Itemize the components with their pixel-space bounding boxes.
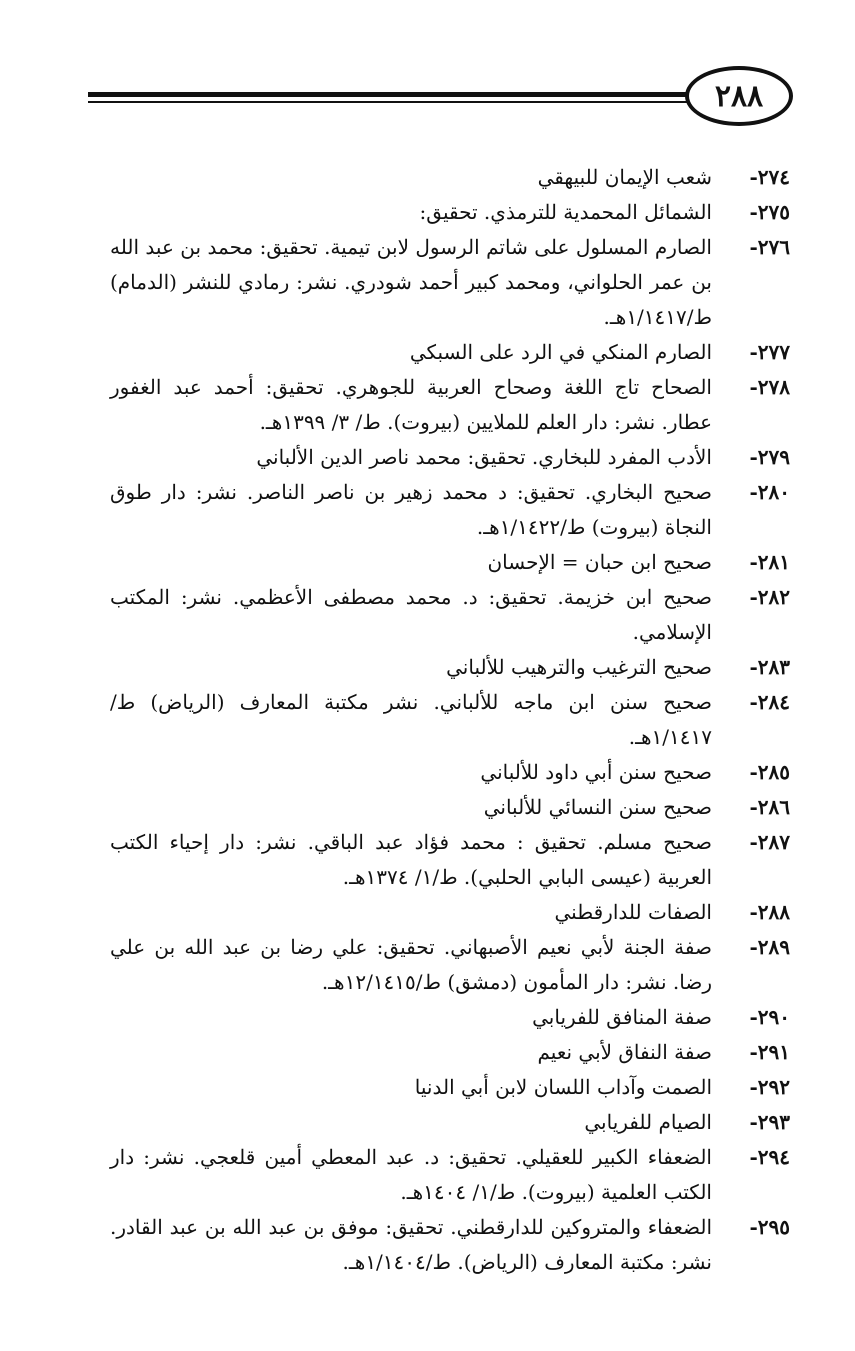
entry-number: ٢٧٥- [749, 200, 790, 224]
entry-text: شعب الإيمان للبيهقي [537, 165, 712, 189]
entry-number: ٢٧٨- [749, 375, 790, 399]
bibliography-entry [110, 1210, 790, 1280]
entry-text: الضعفاء والمتروكين للدارقطني. تحقيق: موفق بن عبد الله بن عبد القادر. نشر: مكتبة المعارف (الرياض). ط/١/١٤٠٤هـ. [110, 1215, 712, 1274]
entry-text: الصحاح تاج اللغة وصحاح العربية للجوهري. تحقيق: أحمد عبد الغفور عطار. نشر: دار العلم للملايين (بيروت). ط/ ٣/ ١٣٩٩هـ. [110, 375, 712, 434]
bibliography-entry [110, 160, 790, 195]
entry-number: ٢٧٦- [749, 235, 790, 259]
entry-text: الصفات للدارقطني [554, 900, 712, 924]
entry-text: الشمائل المحمدية للترمذي. تحقيق: [419, 200, 712, 224]
entry-text: صحيح ابن خزيمة. تحقيق: د. محمد مصطفى الأعظمي. نشر: المكتب الإسلامي. [110, 585, 712, 644]
entry-number: ٢٩٣- [749, 1110, 790, 1134]
entry-text: صفة النفاق لأبي نعيم [537, 1040, 712, 1064]
bibliography-entry [110, 895, 790, 930]
bibliography-entry [110, 195, 790, 230]
bibliography-entry [110, 755, 790, 790]
bibliography-list [110, 160, 790, 1280]
bibliography-entry [110, 335, 790, 370]
entry-text: الصارم المسلول على شاتم الرسول لابن تيمية. تحقيق: محمد بن عبد الله بن عمر الحلواني، ومحمد كبير أحمد شودري. نشر: رمادي للنشر (الدمام) ط/١/١٤١٧هـ. [110, 235, 712, 329]
bibliography-entry [110, 1000, 790, 1035]
entry-text: صحيح سنن أبي داود للألباني [480, 760, 712, 784]
entry-number: ٢٨١- [749, 550, 790, 574]
entry-number: ٢٧٧- [749, 340, 790, 364]
bibliography-entry [110, 650, 790, 685]
bibliography-entry [110, 1035, 790, 1070]
entry-number: ٢٨٥- [749, 760, 790, 784]
entry-number: ٢٧٤- [749, 165, 790, 189]
bibliography-entry [110, 230, 790, 335]
bibliography-entry [110, 370, 790, 440]
bibliography-entry [110, 1105, 790, 1140]
entry-text: صحيح سنن ابن ماجه للألباني. نشر مكتبة المعارف (الرياض) ط/١/١٤١٧هـ. [110, 690, 712, 749]
entry-number: ٢٨٢- [749, 585, 790, 609]
bibliography-entry [110, 1070, 790, 1105]
entry-text: صفة المنافق للفريابي [532, 1005, 712, 1029]
bibliography-entry [110, 580, 790, 650]
entry-number: ٢٧٩- [749, 445, 790, 469]
bibliography-entry [110, 440, 790, 475]
entry-text: صفة الجنة لأبي نعيم الأصبهاني. تحقيق: علي رضا بن عبد الله بن علي رضا. نشر: دار المأمون (دمشق) ط/١٢/١٤١٥هـ. [110, 935, 712, 994]
entry-text: صحيح البخاري. تحقيق: د محمد زهير بن ناصر الناصر. نشر: دار طوق النجاة (بيروت) ط/١/١٤٢٢هـ. [110, 480, 712, 539]
entry-text: الأدب المفرد للبخاري. تحقيق: محمد ناصر الدين الألباني [256, 445, 712, 469]
bibliography-entry [110, 685, 790, 755]
entry-number: ٢٨٠- [749, 480, 790, 504]
entry-text: صحيح الترغيب والترهيب للألباني [446, 655, 712, 679]
entry-number: ٢٨٨- [749, 900, 790, 924]
entry-number: ٢٩٢- [749, 1075, 790, 1099]
entry-number: ٢٩٠- [749, 1005, 790, 1029]
entry-text: الصارم المنكي في الرد على السبكي [409, 340, 712, 364]
entry-text: الصيام للفريابي [584, 1110, 712, 1134]
entry-number: ٢٨٦- [749, 795, 790, 819]
entry-number: ٢٨٤- [749, 690, 790, 714]
bibliography-entry [110, 1140, 790, 1210]
entry-text: الصمت وآداب اللسان لابن أبي الدنيا [414, 1075, 712, 1099]
entry-text: صحيح ابن حبان = الإحسان [487, 550, 712, 574]
bibliography-entry [110, 475, 790, 545]
entry-text: صحيح مسلم. تحقيق : محمد فؤاد عبد الباقي. نشر: دار إحياء الكتب العربية (عيسى البابي الحلبي). ط/١/ ١٣٧٤هـ. [110, 830, 712, 889]
entry-number: ٢٨٧- [749, 830, 790, 854]
entry-number: ٢٩٤- [749, 1145, 790, 1169]
entry-text: صحيح سنن النسائي للألباني [483, 795, 712, 819]
bibliography-entry [110, 790, 790, 825]
header-rule-thick-line [88, 92, 788, 97]
entry-number: ٢٨٩- [749, 935, 790, 959]
header-rule-thin-line [88, 101, 788, 103]
entry-number: ٢٨٣- [749, 655, 790, 679]
bibliography-entry [110, 545, 790, 580]
page-number: ٢٨٨ [685, 66, 793, 126]
bibliography-entry [110, 825, 790, 895]
entry-number: ٢٩١- [749, 1040, 790, 1064]
bibliography-entry [110, 930, 790, 1000]
entry-number: ٢٩٥- [749, 1215, 790, 1239]
header-rule [88, 92, 788, 106]
entry-text: الضعفاء الكبير للعقيلي. تحقيق: د. عبد المعطي أمين قلعجي. نشر: دار الكتب العلمية (بيروت). ط/١/ ١٤٠٤هـ. [110, 1145, 712, 1204]
